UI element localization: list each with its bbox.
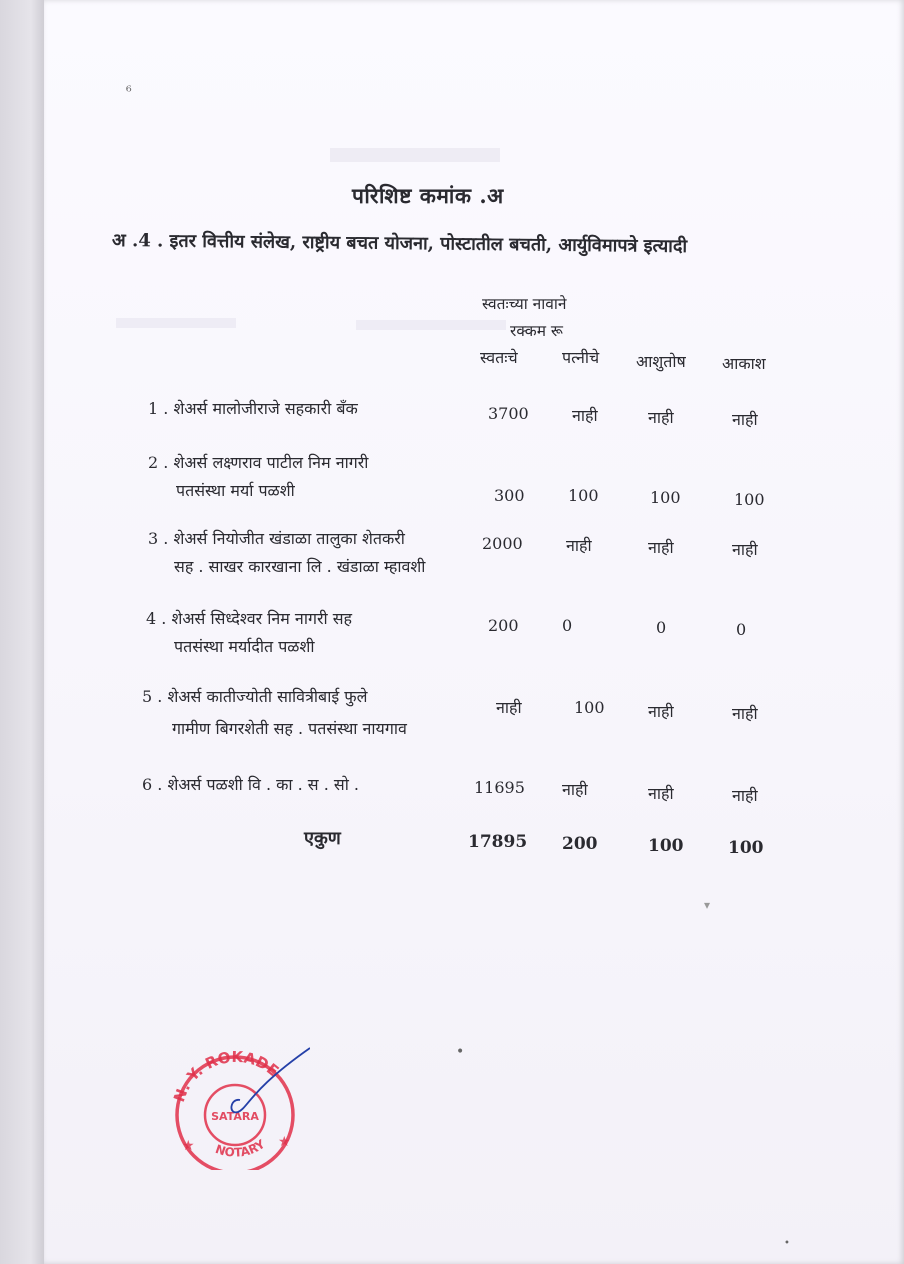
svg-text:N. Y. ROKADE bbox=[170, 1048, 282, 1104]
table-row bbox=[142, 770, 359, 800]
row-value-wife: नाही bbox=[566, 536, 592, 555]
bleed-through bbox=[330, 148, 500, 162]
table-row bbox=[148, 394, 358, 424]
ink-dot: • bbox=[784, 1238, 790, 1249]
row-value-akash: नाही bbox=[732, 540, 758, 559]
row-value-akash: नाही bbox=[732, 786, 758, 805]
row-value-ashutosh: 0 bbox=[656, 618, 667, 637]
total-akash: 100 bbox=[728, 838, 764, 858]
row-label-line: शेअर्स पळशी वि . का . स . सो . bbox=[167, 775, 360, 794]
row-label-line: शेअर्स मालोजीराजे सहकारी बँक bbox=[173, 399, 358, 418]
row-value-self: 300 bbox=[494, 486, 525, 505]
page-title: परिशिष्ट कमांक .अ bbox=[352, 183, 504, 208]
owner-header: स्वतःच्या नावाने bbox=[482, 295, 567, 313]
column-header-akash: आकाश bbox=[722, 354, 766, 373]
total-label: एकुण bbox=[304, 828, 341, 849]
row-label-line: शेअर्स सिध्देश्वर निम नागरी सह bbox=[171, 609, 353, 628]
ink-dot: • bbox=[456, 1044, 465, 1060]
row-label-line-2: पतसंस्था मर्या पळशी bbox=[176, 481, 295, 500]
row-label-line-2: पतसंस्था मर्यादीत पळशी bbox=[174, 637, 315, 656]
row-value-ashutosh: नाही bbox=[648, 538, 674, 557]
row-value-ashutosh: 100 bbox=[650, 488, 681, 507]
row-value-self: 2000 bbox=[482, 534, 523, 553]
binding-edge bbox=[0, 0, 44, 1264]
row-value-ashutosh: नाही bbox=[648, 784, 674, 803]
row-value-wife: 100 bbox=[574, 698, 605, 717]
row-value-akash: नाही bbox=[732, 410, 758, 429]
row-value-wife: 100 bbox=[568, 486, 599, 505]
row-value-akash: 100 bbox=[734, 490, 765, 509]
row-value-wife: 0 bbox=[562, 616, 573, 635]
column-header-ashutosh: आशुतोष bbox=[636, 352, 686, 371]
row-label-line: शेअर्स नियोजीत खंडाळा तालुका शेतकरी bbox=[173, 529, 405, 548]
total-wife: 200 bbox=[562, 834, 598, 854]
stamp-top-text: N. Y. ROKADE bbox=[169, 1047, 283, 1105]
table-row bbox=[142, 682, 367, 712]
row-value-akash: नाही bbox=[732, 704, 758, 723]
row-label-line-2: गामीण बिगरशेती सह . पतसंस्था नायगाव bbox=[172, 719, 407, 738]
row-number: 3 . bbox=[148, 529, 169, 548]
row-number: 5 . bbox=[142, 687, 163, 706]
row-value-self: नाही bbox=[496, 698, 522, 717]
table-row bbox=[146, 604, 352, 634]
row-value-akash: 0 bbox=[736, 620, 747, 639]
svg-text:★: ★ bbox=[182, 1138, 195, 1154]
total-ashutosh: 100 bbox=[648, 836, 684, 856]
stamp-bottom-text: NOTARY bbox=[213, 1136, 268, 1160]
svg-text:NOTARY bbox=[214, 1137, 268, 1160]
row-value-self: 200 bbox=[488, 616, 519, 635]
row-number: 6 . bbox=[142, 775, 163, 794]
amount-header: रक्कम रू bbox=[510, 322, 563, 340]
row-number: 2 . bbox=[148, 453, 169, 472]
row-number: 4 . bbox=[146, 609, 167, 628]
row-label-line: शेअर्स कातीज्योती सावित्रीबाई फुले bbox=[167, 687, 368, 706]
table-row bbox=[148, 448, 368, 478]
row-value-wife: नाही bbox=[572, 406, 598, 425]
section-heading: अ .4 . इतर वित्तीय संलेख, राष्ट्रीय बचत योजना, पोस्टातील बचती, आर्युविमापत्रे इत्यादी bbox=[111, 230, 688, 258]
row-value-self: 11695 bbox=[474, 778, 525, 797]
row-value-wife: नाही bbox=[562, 780, 588, 799]
stamp-center-text: SATARA bbox=[211, 1110, 259, 1123]
column-header-wife: पत्नीचे bbox=[562, 348, 600, 367]
ink-dot: ▾ bbox=[704, 898, 711, 912]
row-value-ashutosh: नाही bbox=[648, 408, 674, 427]
total-self: 17895 bbox=[468, 832, 528, 852]
row-label-line: शेअर्स लक्ष्णराव पाटील निम नागरी bbox=[173, 453, 369, 472]
column-header-self: स्वतःचे bbox=[480, 348, 518, 367]
table-row bbox=[148, 524, 405, 554]
row-value-self: 3700 bbox=[488, 404, 529, 423]
row-number: 1 . bbox=[148, 399, 169, 418]
svg-text:★: ★ bbox=[278, 1134, 291, 1150]
notary-stamp-icon bbox=[160, 1040, 310, 1170]
row-value-ashutosh: नाही bbox=[648, 702, 674, 721]
pencil-mark: ⁶ bbox=[126, 84, 132, 100]
row-label-line-2: सह . साखर कारखाना लि . खंडाळा म्हावशी bbox=[174, 557, 426, 576]
